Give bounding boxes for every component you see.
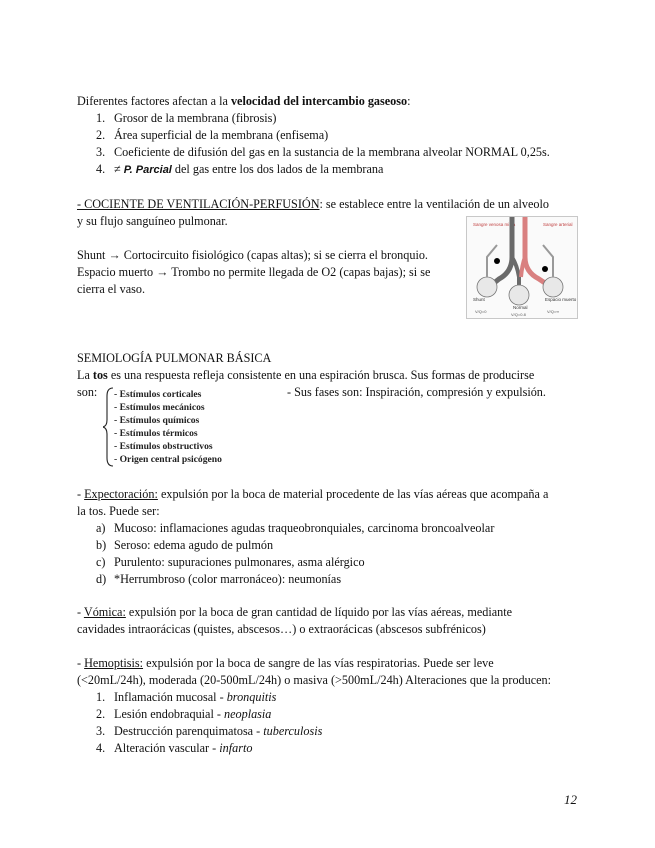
hemo-item-italic: bronquitis (226, 690, 277, 704)
alveolus-dead-space (543, 277, 563, 297)
factor-item (96, 127, 328, 144)
intro-pre: Diferentes factores afectan a la (77, 94, 231, 108)
expect-item-text: *Herrumbroso (color marronáceo): neumonías (114, 572, 342, 586)
list-marker: 4. (96, 741, 106, 755)
expect-item-text: Purulento: supuraciones pulmonares, asma alérgico (114, 555, 365, 569)
vomica-text: expulsión por la boca de gran cantidad de líquido por las vías aéreas, mediante (125, 605, 513, 619)
expect-item-text: Seroso: edema agudo de pulmón (114, 538, 274, 552)
stimulus-item: - Estímulos mecánicos (114, 402, 205, 413)
tos-bold: tos (92, 368, 108, 382)
intro-line (77, 93, 411, 110)
label-shunt: Shunt (473, 297, 485, 302)
expect-line-2: la tos. Puede ser: (77, 504, 160, 518)
alveolus-normal (509, 285, 529, 305)
vq-diagram (466, 216, 578, 319)
thrombus-dot (542, 266, 548, 272)
expect-text: expulsión por la boca de material procedente de las vías aéreas que acompaña a (157, 487, 549, 501)
hemo-line-1 (77, 655, 494, 672)
dash: - (77, 605, 84, 619)
dead-space-line: Espacio muerto → Trombo no permite llegada de O2 (capas bajas); si se (77, 265, 431, 279)
factor-item (96, 110, 276, 127)
factor-item (96, 161, 383, 179)
obstruction-dot (494, 258, 500, 264)
vomica-line-1 (77, 604, 512, 621)
label-arterial: Sangre arterial (543, 222, 573, 227)
factor-item (96, 144, 550, 161)
hemo-term: Hemoptisis: (84, 656, 144, 670)
dead-space-line-2: cierra el vaso. (77, 282, 146, 296)
list-marker: a) (96, 521, 106, 535)
son-label: son: (77, 385, 98, 399)
list-marker: 1. (96, 111, 106, 125)
stimulus-item: - Estímulos químicos (114, 415, 200, 426)
arterial-vessel (525, 217, 551, 287)
stimulus-item: - Estímulos obstructivos (114, 441, 213, 452)
hemo-item-italic: infarto (219, 741, 253, 755)
vq-line-2: y su flujo sanguíneo pulmonar. (77, 214, 228, 228)
list-marker: d) (96, 572, 107, 586)
dash: - (77, 487, 85, 501)
stimulus-item: - Estímulos térmicos (114, 428, 198, 439)
vq-line-1 (77, 196, 549, 213)
alveolus-shunt (477, 277, 497, 297)
label-venous: Sangre venosa mixta (473, 222, 516, 227)
factor-text: Coeficiente de difusión del gas en la sustancia de la membrana alveolar NORMAL 0,25s. (114, 145, 550, 159)
semio-heading: SEMIOLOGÍA PULMONAR BÁSICA (77, 351, 272, 365)
vomica-line-2: cavidades intraorácicas (quistes, abscesos…) o extraorácicas (abscesos subfrénicos) (77, 622, 486, 636)
hemo-item-text: Destrucción parenquimatosa - (114, 724, 264, 738)
expect-term: Expectoración: (84, 487, 158, 501)
label-vq-right: V/Q=∞ (547, 309, 560, 314)
list-marker: 1. (96, 690, 106, 704)
label-vq-left: V/Q=0 (475, 309, 487, 314)
factor-italic: P. Parcial (123, 164, 172, 176)
dash: - (77, 656, 85, 670)
vq-heading: - COCIENTE DE VENTILACIÓN-PERFUSIÓN (77, 197, 320, 211)
hemo-item-italic: tuberculosis (263, 724, 323, 738)
factor-text: del gas entre los dos lados de la membrana (171, 162, 384, 176)
factor-text: Área superficial de la membrana (enfisema) (114, 128, 329, 142)
list-marker: 3. (96, 724, 106, 738)
label-dead-space: Espacio muerto (545, 297, 577, 302)
expect-line-1 (77, 486, 548, 503)
hemo-item (96, 723, 322, 740)
list-marker: 4. (96, 162, 106, 176)
hemo-text: expulsión por la boca de sangre de las vías respiratorias. Puede ser leve (143, 656, 494, 670)
expect-item (96, 554, 365, 571)
shunt-line: Shunt → Cortocircuito fisiológico (capas altas); si se cierra el bronquio. (77, 248, 428, 262)
tos-pre: La (77, 368, 93, 382)
vq-text: : se establece entre la ventilación de un alveolo (319, 197, 549, 211)
not-equal-symbol: ≠ (114, 162, 121, 176)
expect-item-text: Mucoso: inflamaciones agudas traqueobronquiales, carcinoma broncoalveolar (114, 521, 495, 535)
tos-line (77, 367, 534, 384)
middle-vessel (512, 257, 519, 289)
hemo-item-text: Inflamación mucosal - (114, 690, 227, 704)
expect-item (96, 537, 273, 554)
factor-text: Grosor de la membrana (fibrosis) (114, 111, 277, 125)
vq-diagram-svg (467, 217, 577, 318)
expect-item (96, 520, 494, 537)
expect-item (96, 571, 341, 588)
label-normal: Normal (513, 305, 528, 310)
hemo-item (96, 740, 252, 757)
hemo-item-text: Alteración vascular - (114, 741, 220, 755)
intro-bold: velocidad del intercambio gaseoso (230, 94, 408, 108)
label-vq-mid: V/Q=0.8 (511, 312, 526, 317)
hemo-item-text: Lesión endobraquial - (114, 707, 224, 721)
list-marker: b) (96, 538, 107, 552)
airway-right (543, 245, 553, 277)
vomica-term: Vómica: (83, 605, 126, 619)
hemo-line-2: (<20mL/24h), moderada (20-500mL/24h) o masiva (>500mL/24h) Alteraciones que la producen: (77, 673, 552, 687)
stimulus-item: - Estímulos corticales (114, 389, 202, 400)
hemo-item (96, 706, 271, 723)
list-marker: 2. (96, 707, 106, 721)
page-number: 12 (564, 792, 577, 807)
intro-post: : (407, 94, 411, 108)
tos-post: es una respuesta refleja consistente en una espiración brusca. Sus formas de producirse (107, 368, 535, 382)
hemo-item (96, 689, 276, 706)
phases-line: - Sus fases son: Inspiración, compresión y expulsión. (287, 385, 546, 399)
list-marker: 3. (96, 145, 106, 159)
hemo-item-italic: neoplasia (224, 707, 272, 721)
stimulus-item: - Origen central psicógeno (114, 454, 222, 465)
list-marker: c) (96, 555, 106, 569)
list-marker: 2. (96, 128, 106, 142)
